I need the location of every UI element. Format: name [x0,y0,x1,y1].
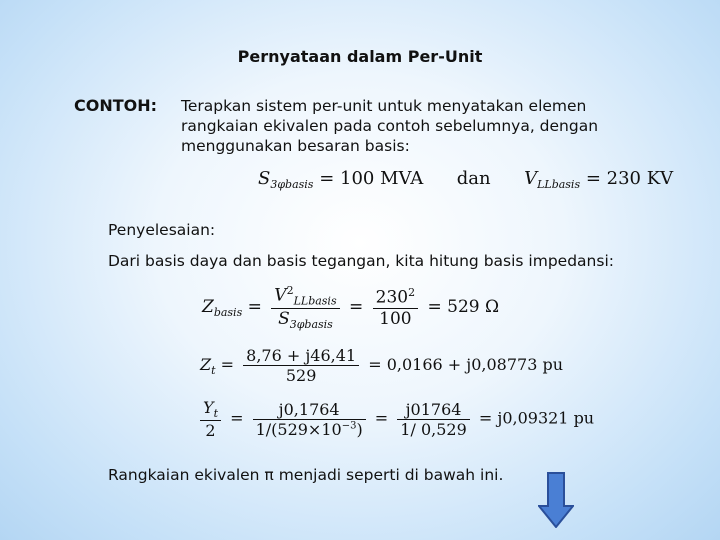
zbasis-fraction-2 [373,286,418,329]
zbasis-num-sup: 2 [286,284,294,297]
yt-lhs-fraction [200,398,221,440]
yt-result: = j0,09321 pu [478,408,595,428]
yt-lhs-sub: t [213,407,218,420]
arrow-down-icon[interactable] [538,472,574,528]
yt-den1: 1/(529×10 [255,419,342,439]
s-value: = 100 MVA [319,168,424,189]
zt-fraction [243,346,359,385]
zt-lhs: Z [200,355,212,374]
intro-text: Dari basis daya dan basis tegangan, kita hitung basis impedansi: [108,252,614,270]
yt-fraction-1 [253,400,366,439]
zbasis-num2-sup: 2 [408,286,416,299]
yt-eq-2: = [374,408,389,428]
zbasis-num-sub: LLbasis [293,294,337,308]
zt-equation [200,346,563,385]
arrow-shape [539,473,573,527]
yt-num2: j01764 [397,400,469,420]
yt-lhs-den: 2 [205,421,216,440]
s-symbol: S [258,168,271,189]
yt-eq: = [230,408,244,428]
zbasis-eq-2: = [349,296,364,317]
v-value: = 230 KV [585,168,674,189]
yt-den1-sup: −3 [341,420,357,432]
zbasis-equation [202,284,499,331]
rangkaian-text: Rangkaian ekivalen π menjadi seperti di bawah ini. [108,466,504,484]
zbasis-den-sub: 3φbasis [289,317,333,331]
zt-num: 8,76 + j46,41 [243,346,359,366]
yt-den2: 1/ 0,529 [400,419,467,439]
yt-num1: j0,1764 [253,400,366,420]
zbasis-fraction-1 [271,284,339,331]
zbasis-den-sym: S [278,308,290,329]
contoh-text: Terapkan sistem per-unit untuk menyatakan elemen rangkaian ekivalen pada contoh sebelumnya, dengan menggunakan besaran basis: [181,97,599,155]
zt-den: 529 [285,366,317,385]
contoh-label: CONTOH: [74,96,158,115]
zbasis-num-sym: V [274,285,287,306]
s-subscript: 3φbasis [270,178,314,191]
zbasis-lhs-sub: basis [213,305,243,319]
zbasis-lhs: Z [202,296,214,317]
zbasis-eq: = [247,296,262,317]
slide-title: Pernyataan dalam Per-Unit [237,47,483,66]
zbasis-den2: 100 [379,308,412,329]
zt-eq: = [220,355,235,374]
basis-equation [258,168,673,191]
v-symbol: V [524,168,538,189]
yt-equation [200,398,594,440]
zt-result: = 0,0166 + j0,08773 pu [368,355,564,374]
zbasis-num2: 230 [375,287,409,308]
zt-lhs-sub: t [211,364,216,377]
yt-fraction-2 [397,400,469,439]
v-subscript: LLbasis [537,178,581,191]
dan-word: dan [456,168,491,189]
zbasis-result: = 529 Ω [427,296,500,317]
yt-den1-end: ) [356,419,363,439]
penyelesaian-label: Penyelesaian: [108,221,216,239]
yt-lhs-num: Y [203,398,214,417]
